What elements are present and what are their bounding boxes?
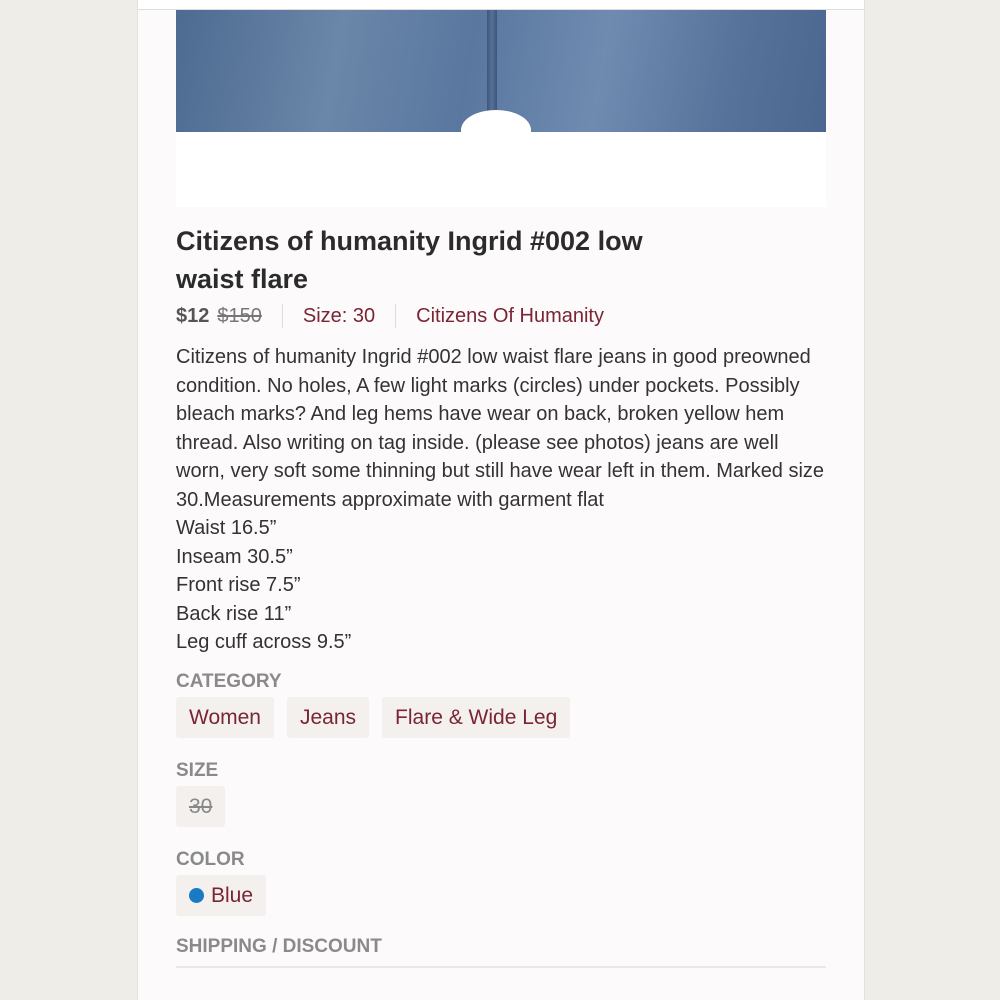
- category-chip-jeans[interactable]: Jeans: [287, 697, 369, 738]
- color-chip[interactable]: [176, 875, 266, 916]
- divider: [282, 304, 283, 328]
- image-cutout: [461, 110, 531, 150]
- brand-link[interactable]: Citizens Of Humanity: [416, 304, 604, 327]
- divider: [395, 304, 396, 328]
- product-photo[interactable]: [176, 10, 826, 207]
- color-label: COLOR: [176, 848, 245, 870]
- category-chip-women[interactable]: Women: [176, 697, 274, 738]
- shipping-label: SHIPPING / DISCOUNT: [176, 935, 382, 957]
- listing-card: [137, 0, 865, 1000]
- original-price: $150: [217, 304, 262, 327]
- category-label: CATEGORY: [176, 670, 282, 692]
- size-label: SIZE: [176, 759, 219, 781]
- listing-meta: [176, 301, 826, 331]
- listing-title: Citizens of humanity Ingrid #002 low waist flare: [176, 226, 643, 294]
- description: Citizens of humanity Ingrid #002 low waist flare jeans in good preowned condition. No holes, A few light marks (circles) under pockets. Possibly bleach marks? And leg hems have wear on back, broken yellow hem thread. Also writing on tag inside. (please see photos) jeans are well worn, very soft some thinning but still have wear left in them. Marked size 30.Measurements approximate with garment flat Waist 16.5” Inseam 30.5” Front rise 7.5” Back rise 11” Leg cuff across 9.5”: [176, 346, 825, 653]
- price: $12: [176, 304, 210, 327]
- jeans-seam: [487, 10, 497, 120]
- section-divider: [176, 966, 826, 968]
- color-value: Blue: [211, 883, 254, 907]
- top-bar: [138, 0, 864, 10]
- size-link[interactable]: Size: 30: [302, 304, 376, 327]
- category-chip-flare[interactable]: Flare & Wide Leg: [382, 697, 570, 738]
- size-chip[interactable]: 30: [176, 786, 225, 827]
- color-swatch-icon: [189, 888, 204, 903]
